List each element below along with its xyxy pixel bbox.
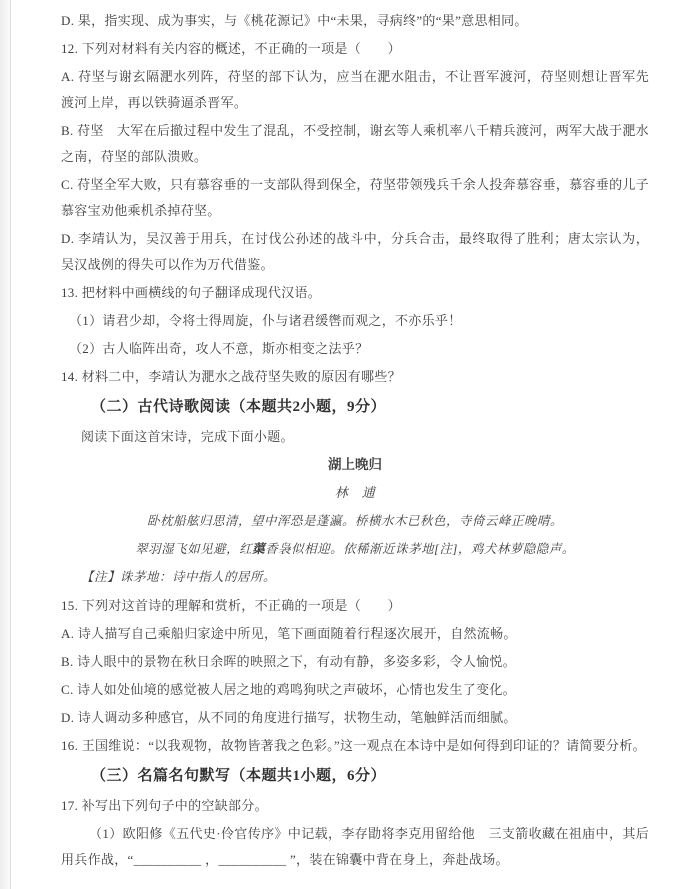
q15-option-c: C. 诗人如处仙境的感觉被人居之地的鸡鸣狗吠之声破坏，心情也发生了变化。 [61, 682, 516, 697]
poem-line-2-post: 香袅似相迎。依稀渐近诛茅地[注]，鸡犬林萝隐隐声。 [265, 542, 575, 556]
poem-intro: 阅读下面这首宋诗，完成下面小题。 [81, 429, 294, 444]
q12-option-a: A. 苻坚与谢玄隔淝水列阵，苻坚的部下认为，应当在淝水阻击，不让晋军渡河，苻坚则想让晋军先渡河上岸，再以铁骑逼杀晋军。 [61, 69, 649, 110]
q15-option-b: B. 诗人眼中的景物在秋日余晖的映照之下，有动有静，多姿多彩，令人愉悦。 [61, 654, 516, 669]
q15-option-d: D. 诗人调动多种感官，从不同的角度进行描写，状物生动，笔触鲜活而细腻。 [61, 710, 517, 725]
section-3-heading: （三）名篇名句默写（本题共1小题，6分） [91, 768, 387, 784]
section-2-heading: （二）古代诗歌阅读（本题共2小题，9分） [91, 399, 387, 415]
question-14-stem: 14. 材料二中，李靖认为淝水之战苻坚失败的原因有哪些？ [61, 369, 401, 384]
poem-title: 湖上晚归 [328, 457, 382, 472]
poem-line-2 [61, 536, 649, 562]
q17-item-1: （1）欧阳修《五代史·伶官传序》中记载，李存勖将李克用留给他 三支箭收藏在祖庙中，其后用兵作战，“__________ ，__________ ”，装在锦囊中背在身上，奔赴战场。 [61, 826, 649, 867]
question-12-stem: 12. 下列对材料有关内容的概述，不正确的一项是（ ） [61, 41, 401, 56]
poem-note: 【注】诛茅地：诗中指人的居所。 [81, 570, 277, 584]
poem-author: 林 逋 [334, 485, 376, 500]
poem-line-1: 卧枕船舷归思清，望中浑恐是蓬瀛。桥横水木已秋色，寺倚云峰正晚晴。 [146, 514, 563, 528]
q15-option-a: A. 诗人描写自己乘船归家途中所见，笔下画面随着行程逐次展开，自然流畅。 [61, 626, 517, 641]
poem-line-2-pre: 翠羽湿飞如见避，红 [135, 542, 253, 556]
question-13-stem: 13. 把材料中画横线的句子翻译成现代汉语。 [61, 285, 322, 300]
q12-option-b: B. 苻坚 大军在后撤过程中发生了混乱，不受控制，谢玄等人乘机率八千精兵渡河，两军大战于淝水之南，苻坚的部队溃败。 [61, 123, 649, 164]
poem-line-2-bold-char: 蕖 [252, 542, 266, 556]
scan-left-edge [0, 0, 11, 889]
q13-item-2: （2）古人临阵出奇，攻人不意，斯亦相变之法乎？ [69, 341, 369, 356]
prev-question-option-d: D. 果，指实现、成为事实，与《桃花源记》中“未果，寻病终”的“果”意思相同。 [61, 13, 528, 28]
question-15-stem: 15. 下列对这首诗的理解和赏析，不正确的一项是（ ） [61, 598, 401, 613]
exam-page [61, 8, 649, 875]
q12-option-c: C. 苻坚全军大败，只有慕容垂的一支部队得到保全，苻坚带领残兵千余人投奔慕容垂，慕容垂的儿子慕容宝劝他乘机杀掉苻坚。 [61, 177, 649, 218]
question-17-stem: 17. 补写出下列句子中的空缺部分。 [61, 798, 268, 813]
question-16-stem: 16. 王国维说：“以我观物，故物皆著我之色彩。”这一观点在本诗中是如何得到印证的？请简要分析。 [61, 738, 646, 753]
q13-item-1: （1）请君少却，令将士得周旋，仆与诸君缓辔而观之，不亦乐乎！ [69, 313, 462, 328]
q12-option-d: D. 李靖认为，吴汉善于用兵，在讨伐公孙述的战斗中，分兵合击，最终取得了胜利；唐太宗认为，吴汉战例的得失可以作为万代借鉴。 [61, 231, 649, 272]
